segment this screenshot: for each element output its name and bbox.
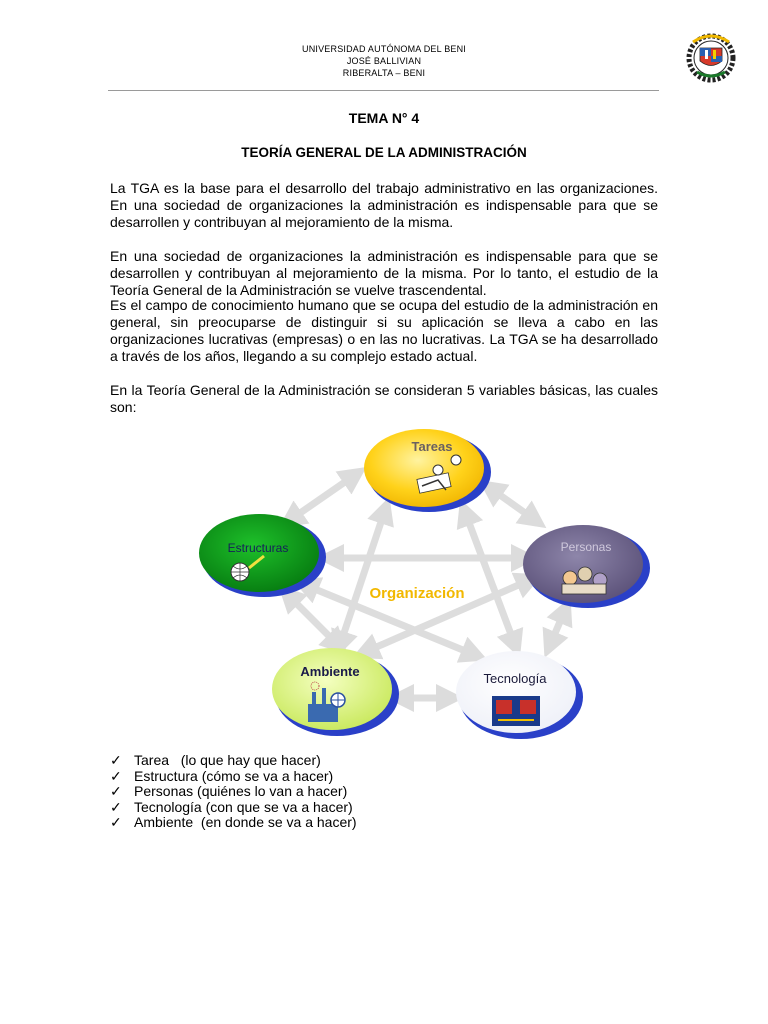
node-label-tecnologia: Tecnología bbox=[483, 671, 547, 686]
five-variables-diagram bbox=[190, 420, 660, 750]
node-tecnologia bbox=[456, 651, 583, 739]
node-label-ambiente: Ambiente bbox=[300, 664, 360, 679]
paragraph-4 bbox=[110, 382, 658, 416]
variables-checklist bbox=[110, 753, 357, 831]
paragraph-2 bbox=[110, 248, 658, 299]
paragraph-line: desarrollen y contribuyan al mejoramiento de la misma. Por lo tanto, el estudio de la bbox=[110, 265, 658, 281]
paragraph-1 bbox=[110, 180, 658, 231]
city-name: RIBERALTA – BENI bbox=[342, 68, 426, 78]
diagram-center-label: Organización bbox=[369, 585, 465, 602]
paragraph-line: general, sin preocuparse de distinguir si su aplicación se lleva a cabo en las bbox=[110, 314, 658, 330]
paragraph-line: desarrollen y contribuyan al mejoramiento de la misma. bbox=[110, 214, 454, 230]
list-item-text: Tecnología (con que se va a hacer) bbox=[134, 798, 353, 815]
list-item bbox=[110, 769, 357, 785]
university-name: UNIVERSIDAD AUTÓNO​MA DEL BENI bbox=[302, 44, 466, 54]
list-item-text: Personas (quiénes lo van a hacer) bbox=[134, 783, 348, 799]
paragraph-line: En la Teoría General de la Administración se consideran 5 variables básicas, las cuales bbox=[110, 382, 658, 398]
list-item bbox=[110, 753, 357, 769]
computer-network-icon bbox=[492, 696, 540, 726]
node-ambiente bbox=[272, 648, 399, 736]
paragraph-line: a través de los años, llegando a su complejo estado actual. bbox=[110, 348, 478, 364]
paragraph-line: En una sociedad de organizaciones la administración es indispensable para que se bbox=[110, 197, 658, 213]
checkmark-icon: ✓ bbox=[110, 814, 122, 830]
campus-name: JOSÉ BALLIVIAN bbox=[346, 56, 422, 66]
node-label-tareas: Tareas bbox=[411, 439, 453, 454]
topic-number: TEMA N° 4 bbox=[348, 110, 420, 126]
checkmark-icon: ✓ bbox=[110, 767, 122, 784]
checkmark-icon: ✓ bbox=[110, 752, 122, 768]
node-tareas bbox=[364, 429, 491, 512]
node-estructuras bbox=[199, 514, 326, 597]
node-label-personas: Personas bbox=[560, 540, 612, 554]
paragraph-line: Es el campo de conocimiento humano que se ocupa del estudio de la administración en bbox=[110, 297, 658, 313]
list-item bbox=[110, 815, 357, 831]
list-item-text: Estructura (cómo se va a hacer) bbox=[134, 767, 334, 784]
paragraph-line: En una sociedad de organizaciones la administración es indispensable para que se bbox=[110, 248, 658, 264]
list-item-text: Tarea (lo que hay que hacer) bbox=[134, 752, 321, 768]
checkmark-icon: ✓ bbox=[110, 783, 122, 799]
list-item bbox=[110, 784, 357, 800]
paragraph-3 bbox=[110, 297, 658, 365]
checkmark-icon: ✓ bbox=[110, 798, 122, 815]
list-item-text: Ambiente (en donde se va a hacer) bbox=[134, 814, 357, 830]
page-title: TEORÍA GENERAL DE LA ADMINISTRACIÓN bbox=[241, 145, 527, 160]
paragraph-line: organizaciones lucrativas (empresas) o en las no lucrativas. La TGA se ha desarrollado bbox=[110, 331, 658, 347]
paragraph-line: La TGA es la base para el desarrollo del trabajo administrativo en las organizaciones. bbox=[110, 180, 658, 196]
university-seal-logo bbox=[683, 28, 739, 84]
node-label-estructuras: Estructuras bbox=[227, 541, 289, 555]
university-header bbox=[230, 43, 538, 79]
paragraph-line: Teoría General de la Administración se vuelve trascendental. bbox=[110, 282, 487, 298]
header-divider bbox=[108, 90, 659, 91]
node-personas bbox=[523, 525, 650, 608]
paragraph-line: son: bbox=[110, 399, 137, 415]
list-item bbox=[110, 800, 357, 816]
